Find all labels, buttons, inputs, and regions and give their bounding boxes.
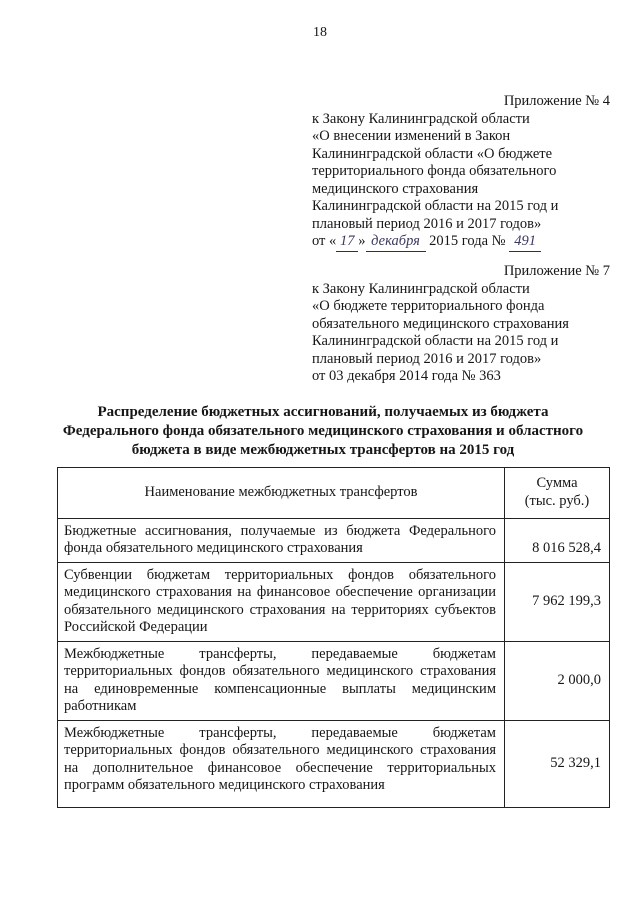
row-sum-cell: 2 000,0 <box>505 641 610 720</box>
appendix-4-line: Калининградской области «О бюджете <box>312 145 553 162</box>
table-row <box>58 518 610 562</box>
appendix-4-block <box>312 93 610 252</box>
handwritten-day: 17 <box>336 233 358 252</box>
appendix-7-title: Приложение № 7 <box>503 263 610 279</box>
row-sum-cell: 8 016 528,4 <box>505 518 610 562</box>
header-sum-line: Сумма <box>536 475 578 492</box>
row-name-cell: Межбюджетные трансферты, передаваемые бюджетам территориальных фондов обязательного медицинского страхования на дополнительное финансовое обеспечение территориальных программ обязательного медицинского страхования <box>58 720 505 807</box>
table-row <box>58 720 610 807</box>
appendix-7-line: обязательного медицинского страхования <box>312 315 569 332</box>
date-prefix: от « <box>312 233 337 249</box>
heading-line: Федерального фонда обязательного медицинского страхования и областного <box>62 423 584 439</box>
appendix-4-date-line <box>312 233 610 252</box>
row-sum-cell: 7 962 199,3 <box>505 562 610 641</box>
document-heading <box>58 403 588 460</box>
date-day-close: » <box>358 233 366 249</box>
row-name-cell: Бюджетные ассигнования, получаемые из бюджета Федерального фонда обязательного медицинского страхования <box>58 518 505 562</box>
row-name-cell: Субвенции бюджетам территориальных фондов обязательного медицинского страхования на финансовое обеспечение организации обязательного медицинского страхования на территориях субъектов Российской Федерации <box>58 562 505 641</box>
handwritten-number: 491 <box>509 233 541 252</box>
header-sum-unit: (тыс. руб.) <box>524 492 590 509</box>
table-header-row <box>58 468 610 519</box>
appendix-7-block <box>312 263 610 386</box>
appendix-4-line: медицинского страхования <box>312 180 479 197</box>
appendix-4-line: «О внесении изменений в Закон <box>312 128 511 144</box>
date-year-text: 2015 года № <box>429 233 506 249</box>
appendix-7-line: к Закону Калининградской области <box>312 280 530 297</box>
header-sum-cell <box>505 468 610 519</box>
table-row <box>58 641 610 720</box>
header-name-cell: Наименование межбюджетных трансфертов <box>58 468 505 519</box>
appendix-7-line: Калининградской области на 2015 год и <box>312 333 559 349</box>
appendix-4-line: плановый период 2016 и 2017 годов» <box>312 215 542 232</box>
appendix-7-line: от 03 декабря 2014 года № 363 <box>312 368 501 384</box>
row-sum-cell: 52 329,1 <box>505 720 610 807</box>
table-row <box>58 562 610 641</box>
row-name-cell: Межбюджетные трансферты, передаваемые бюджетам территориальных фондов обязательного медицинского страхования на единовременные компенсационные выплаты медицинским работникам <box>58 641 505 720</box>
appendix-4-line: территориального фонда обязательного <box>312 163 557 179</box>
appendix-4-line: к Закону Калининградской области <box>312 110 530 127</box>
appendix-4-line: Калининградской области на 2015 год и <box>312 198 559 214</box>
transfers-table <box>57 467 610 808</box>
heading-line: Распределение бюджетных ассигнований, получаемых из бюджета <box>97 404 549 420</box>
page-number: 18 <box>313 25 327 40</box>
appendix-7-line: плановый период 2016 и 2017 годов» <box>312 350 542 367</box>
heading-line: бюджета в виде межбюджетных трансфертов на 2015 год <box>131 442 515 458</box>
appendix-7-line: «О бюджете территориального фонда <box>312 298 545 314</box>
appendix-4-title: Приложение № 4 <box>503 93 610 109</box>
handwritten-month: декабря <box>366 233 426 252</box>
